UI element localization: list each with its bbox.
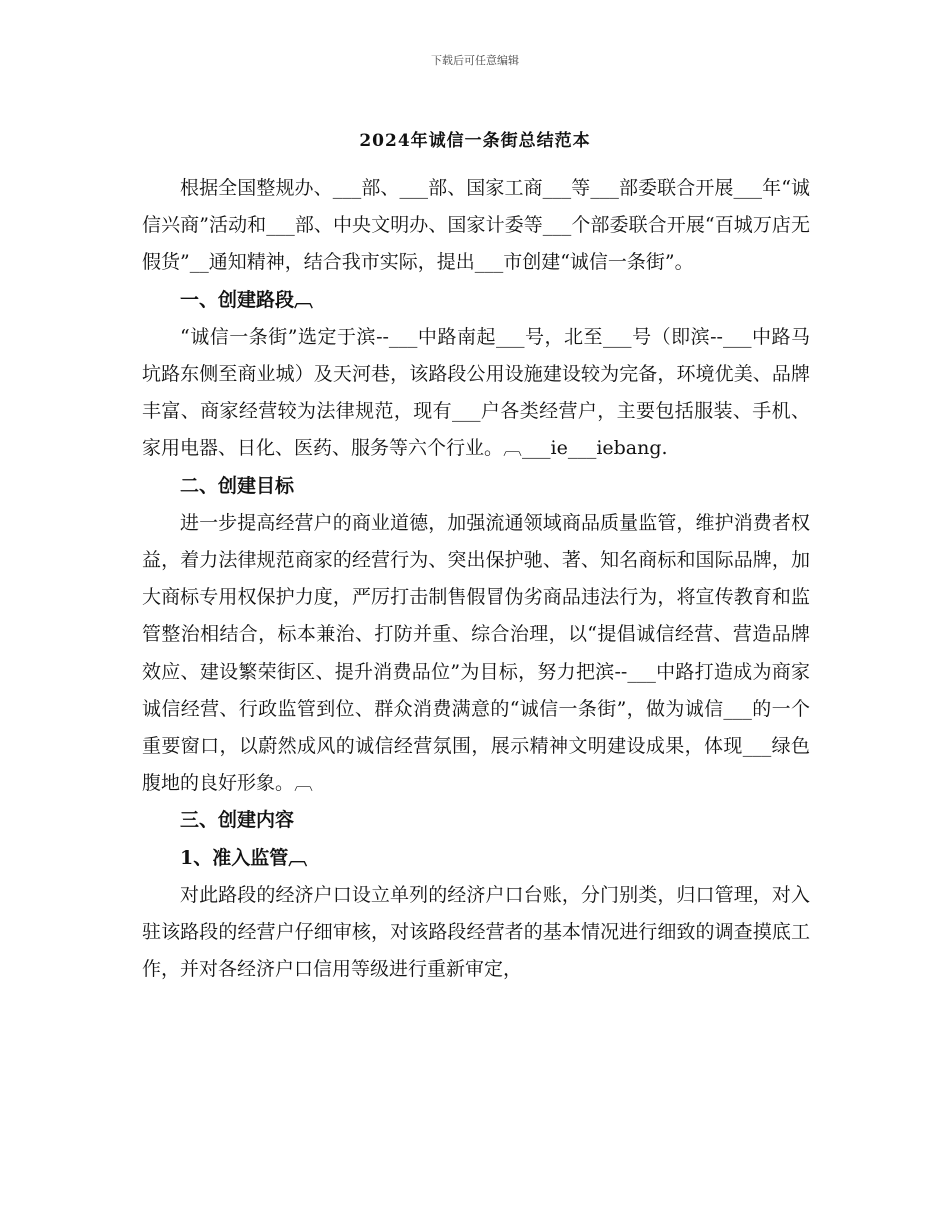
section-heading-route: 一、创建路段︹ [180, 288, 314, 311]
intro-paragraph: 根据全国整规办、___部、___部、国家工商___等___部委联合开展___年“诚信兴商”活动和___部、中央文明办、国家计委等___个部委联合开展“百城万店无假货”__通知精神，结合我市实际，提出___市创建“诚信一条街”。 [142, 177, 810, 274]
document-body [142, 170, 810, 988]
section-heading-goal: 二、创建目标 [180, 474, 295, 497]
document-title: 2024年诚信一条街总结范本 [359, 131, 591, 151]
page-header: 下载后可任意编辑 [431, 54, 519, 67]
access-paragraph: 对此路段的经济户口设立单列的经济户口台账，分门别类，归口管理，对入驻该路段的经营户仔细审核，对该路段经营者的基本情况进行细致的调查摸底工作，并对各经济户口信用等级进行重新审定， [142, 883, 810, 981]
goal-paragraph: 进一步提高经营户的商业道德，加强流通领域商品质量监管，维护消费者权益，着力法律规范商家的经营行为、突出保护驰、著、知名商标和国际品牌，加大商标专用权保护力度，严厉打击制售假冒伪劣商品违法行为，将宣传教育和监管整治相结合，标本兼治、打防并重、综合治理，以“提倡诚信经营、营造品牌效应、建设繁荣街区、提升消费品位”为目标，努力把滨--___中路打造成为商家诚信经营、行政监管到位、群众消费满意的“诚信一条街”，做为诚信___的一个重要窗口，以蔚然成风的诚信经营氛围，展示精神文明建设成果，体现___绿色腹地的良好形象。︹ [142, 511, 810, 795]
section-heading-content: 三、创建内容 [180, 809, 295, 832]
route-paragraph: “诚信一条街”选定于滨--___中路南起___号，北至___号（即滨--___中路马坑路东侧至商业城）及天河巷，该路段公用设施建设较为完备，环境优美、品牌丰富、商家经营较为法律规范，现有___户各类经营户，主要包括服装、手机、家用电器、日化、医药、服务等六个行业。︹___ie___iebang. [142, 325, 810, 460]
subsection-heading-access: 1、准入监管︹ [180, 846, 308, 869]
